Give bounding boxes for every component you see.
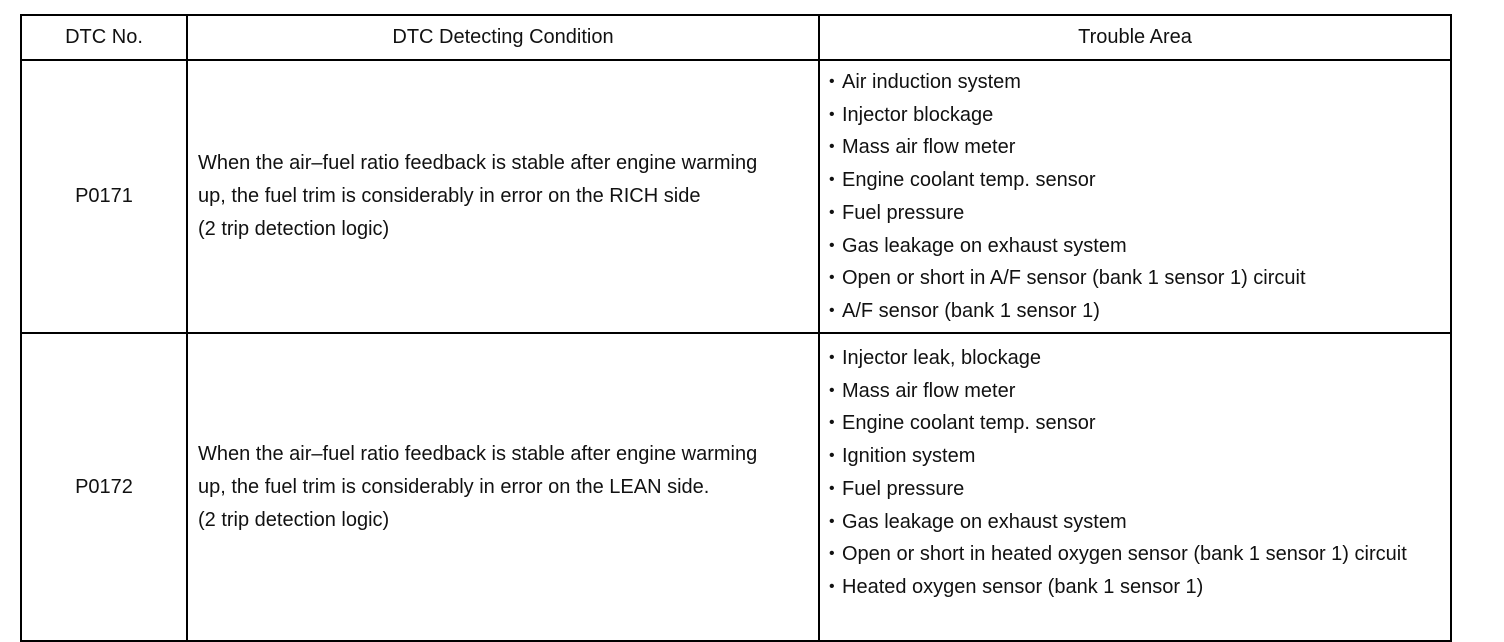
trouble-area-text: Air induction system [842,71,1021,93]
list-item [828,375,1444,408]
list-item [828,473,1444,506]
dtc-code: P0172 [21,333,187,641]
bullet-icon: • [829,203,835,221]
trouble-area-text: Gas leakage on exhaust system [842,510,1127,533]
bullet-icon: • [829,301,835,319]
header-trouble-area: Trouble Area [819,15,1451,60]
list-item [828,295,1444,328]
bullet-icon: • [829,577,835,595]
list-item [828,99,1444,132]
bullet-icon: • [829,479,835,497]
bullet-icon: • [829,545,835,563]
condition-line: up, the fuel trim is considerably in error on the LEAN side. [198,475,710,498]
header-dtc-no: DTC No. [21,15,187,60]
trouble-area-list [828,342,1444,604]
header-row [21,15,1451,60]
list-item [828,506,1444,539]
bullet-icon: • [829,447,835,465]
trouble-area-text: Mass air flow meter [842,379,1016,402]
list-item [828,66,1444,99]
condition-line: up, the fuel trim is considerably in error on the RICH side [198,185,701,207]
list-item [828,571,1444,604]
condition-line: (2 trip detection logic) [198,218,390,240]
bullet-icon: • [829,269,835,287]
trouble-area-text: Injector blockage [842,103,994,126]
condition-line: (2 trip detection logic) [198,508,390,531]
trouble-area-text: Fuel pressure [842,201,965,224]
list-item [828,164,1444,197]
trouble-area-cell [819,333,1451,641]
dtc-table [20,14,1452,642]
list-item [828,342,1444,375]
bullet-icon: • [829,236,835,254]
trouble-area-text: Injector leak, blockage [842,347,1042,369]
table-row [21,333,1451,641]
list-item [828,538,1444,571]
list-item [828,262,1444,295]
bullet-icon: • [829,349,835,366]
list-item [828,230,1444,263]
bullet-icon: • [829,381,835,399]
bullet-icon: • [829,171,835,189]
bullet-icon: • [829,73,835,90]
trouble-area-text: Fuel pressure [842,477,965,500]
condition-line: When the air–fuel ratio feedback is stable after engine warming [198,152,758,174]
trouble-area-cell [819,60,1451,333]
table-row [21,60,1451,333]
trouble-area-text: Engine coolant temp. sensor [842,412,1096,435]
list-item [828,407,1444,440]
bullet-icon: • [829,105,835,123]
trouble-area-text: Ignition system [842,445,976,468]
trouble-area-text: Engine coolant temp. sensor [842,169,1096,192]
list-item [828,440,1444,473]
bullet-icon: • [829,138,835,156]
trouble-area-text: Heated oxygen sensor (bank 1 sensor 1) [842,575,1204,598]
trouble-area-text: A/F sensor (bank 1 sensor 1) [842,299,1100,322]
trouble-area-text: Mass air flow meter [842,136,1016,159]
detecting-condition [187,333,819,641]
dtc-code: P0171 [21,60,187,333]
trouble-area-text: Gas leakage on exhaust system [842,234,1127,257]
header-condition: DTC Detecting Condition [187,15,819,60]
detecting-condition [187,60,819,333]
bullet-icon: • [829,414,835,432]
condition-line: When the air–fuel ratio feedback is stable after engine warming [198,442,758,465]
trouble-area-text: Open or short in A/F sensor (bank 1 sensor 1) circuit [842,267,1306,290]
list-item [828,197,1444,230]
trouble-area-text: Open or short in heated oxygen sensor (bank 1 sensor 1) circuit [842,543,1407,566]
list-item [828,131,1444,164]
trouble-area-list [828,66,1444,328]
bullet-icon: • [829,512,835,530]
